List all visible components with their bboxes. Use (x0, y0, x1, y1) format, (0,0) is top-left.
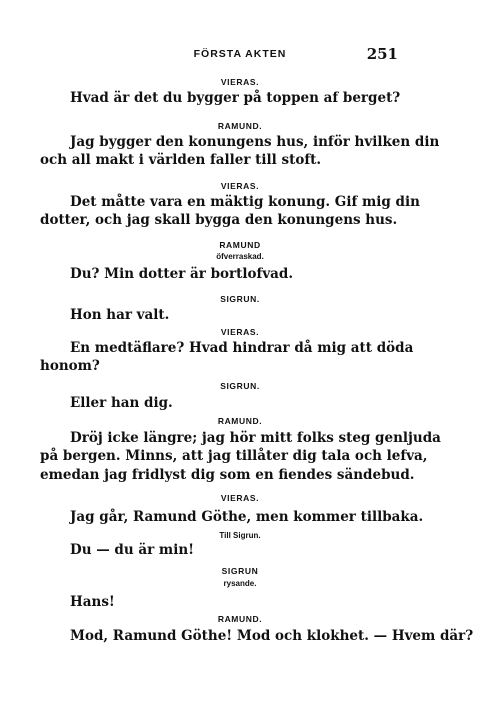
speaker-name: SIGRUN (221, 566, 259, 576)
dialogue-line: Jag går, Ramund Göthe, men kommer tillbaka. (70, 509, 424, 525)
dialogue-line: emedan jag fridlyst dig som en fiendes sändebud. (40, 467, 415, 483)
speaker-name: VIERAS. (220, 327, 260, 337)
speaker-name: VIERAS. (220, 493, 260, 503)
dialogue-line: Eller han dig. (70, 395, 173, 411)
dialogue-line: Det måtte vara en mäktig konung. Gif mig din (70, 194, 420, 210)
dialogue-line: Du — du är min! (70, 542, 195, 558)
dialogue-line: Dröj icke längre; jag hör mitt folks steg genljuda (70, 430, 441, 446)
dialogue-line: på bergen. Minns, att jag tillåter dig tala och lefva, (40, 448, 428, 464)
page-number: 251 (366, 45, 398, 63)
speaker-name: RAMUND. (217, 121, 263, 131)
speaker-name: SIGRUN. (220, 294, 260, 304)
dialogue-line: En medtäflare? Hvad hindrar då mig att döda (70, 340, 414, 356)
running-head (0, 45, 480, 63)
speaker-name: SIGRUN. (220, 381, 260, 391)
speaker-name: VIERAS. (220, 77, 260, 87)
dialogue-line: Mod, Ramund Göthe! Mod och klokhet. — Hvem där? (70, 628, 474, 644)
stage-direction: Till Sigrun. (219, 531, 261, 540)
running-head-title: FÖRSTA AKTEN (193, 48, 287, 60)
dialogue-line: honom? (40, 358, 100, 374)
dialogue-line: Hon har valt. (70, 307, 170, 323)
speaker-name: RAMUND. (217, 416, 263, 426)
dialogue-line: Du? Min dotter är bortlofvad. (70, 266, 294, 282)
speaker-name: RAMUND (219, 240, 261, 250)
speaker-name: RAMUND. (217, 614, 263, 624)
dialogue-line: Jag bygger den konungens hus, inför hvilken din (70, 134, 440, 150)
stage-direction: rysande. (223, 579, 257, 588)
speaker-name: VIERAS. (220, 181, 260, 191)
dialogue-line: Hvad är det du bygger på toppen af berget? (70, 90, 401, 106)
dialogue-line: och all makt i världen faller till stoft. (40, 152, 322, 168)
dialogue-line: Hans! (70, 594, 115, 610)
dialogue-line: dotter, och jag skall bygga den konungens hus. (40, 212, 398, 228)
stage-direction: öfverraskad. (216, 252, 264, 261)
